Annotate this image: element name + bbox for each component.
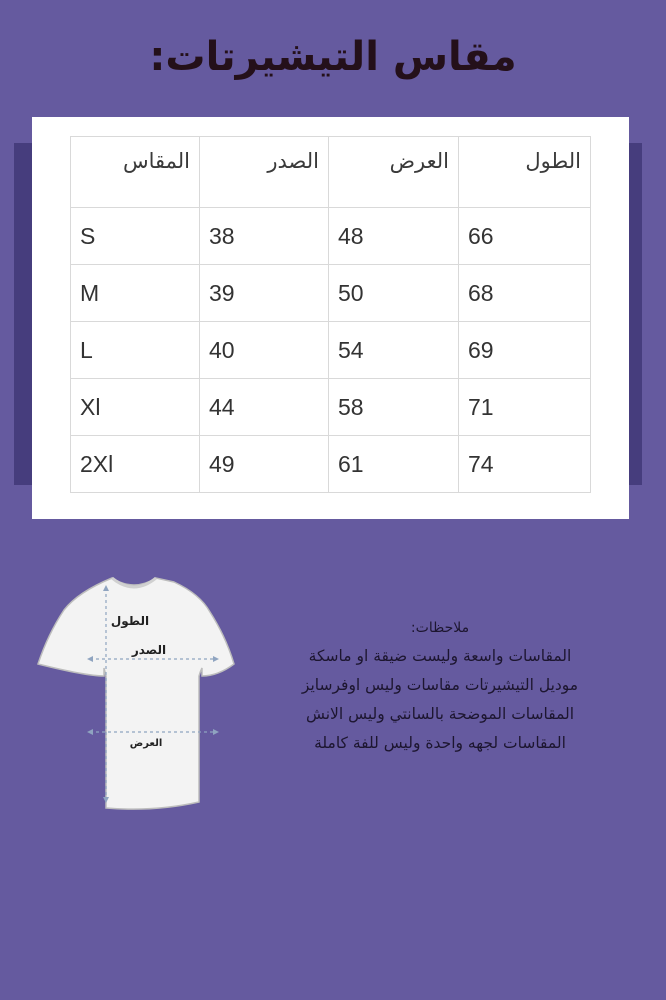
cell-size: Xl: [71, 379, 200, 436]
cell-length: 66: [459, 208, 591, 265]
cell-width: 50: [329, 265, 459, 322]
notes-heading: ملاحظات:: [410, 620, 470, 636]
header-chest: الصدر: [200, 137, 329, 208]
cell-chest: 39: [200, 265, 329, 322]
cell-length: 68: [459, 265, 591, 322]
cell-width: 61: [329, 436, 459, 493]
cell-length: 71: [459, 379, 591, 436]
cell-size: S: [71, 208, 200, 265]
notes-block: [270, 620, 610, 758]
table-row: [71, 379, 591, 436]
tshirt-shape: [38, 578, 234, 809]
cell-length: 69: [459, 322, 591, 379]
note-line: موديل التيشيرتات مقاسات وليس اوفرسايز: [301, 676, 579, 694]
cell-chest: 40: [200, 322, 329, 379]
cell-size: 2Xl: [71, 436, 200, 493]
table-row: [71, 322, 591, 379]
cell-width: 54: [329, 322, 459, 379]
table-row: [71, 208, 591, 265]
header-width: العرض: [329, 137, 459, 208]
note-line: المقاسات لجهه واحدة وليس للفة كاملة: [314, 734, 566, 752]
size-table: [70, 136, 591, 493]
table-row: [71, 436, 591, 493]
table-row: [71, 265, 591, 322]
cell-length: 74: [459, 436, 591, 493]
cell-width: 48: [329, 208, 459, 265]
table-header-row: [71, 137, 591, 208]
note-line: المقاسات الموضحة بالسانتي وليس الانش: [305, 705, 575, 723]
cell-chest: 49: [200, 436, 329, 493]
cell-size: L: [71, 322, 200, 379]
cell-chest: 38: [200, 208, 329, 265]
length-label: الطول: [110, 614, 150, 628]
header-length: الطول: [459, 137, 591, 208]
size-table-card: [32, 117, 629, 519]
cell-width: 58: [329, 379, 459, 436]
chest-label: الصدر: [131, 643, 167, 657]
width-label: العرض: [129, 738, 163, 749]
cell-chest: 44: [200, 379, 329, 436]
page-title: مقاس التيشيرتات:: [149, 34, 517, 80]
tshirt-measurement-diagram: [34, 572, 264, 814]
note-line: المقاسات واسعة وليست ضيقة او ماسكة: [308, 647, 572, 665]
header-size: المقاس: [71, 137, 200, 208]
cell-size: M: [71, 265, 200, 322]
